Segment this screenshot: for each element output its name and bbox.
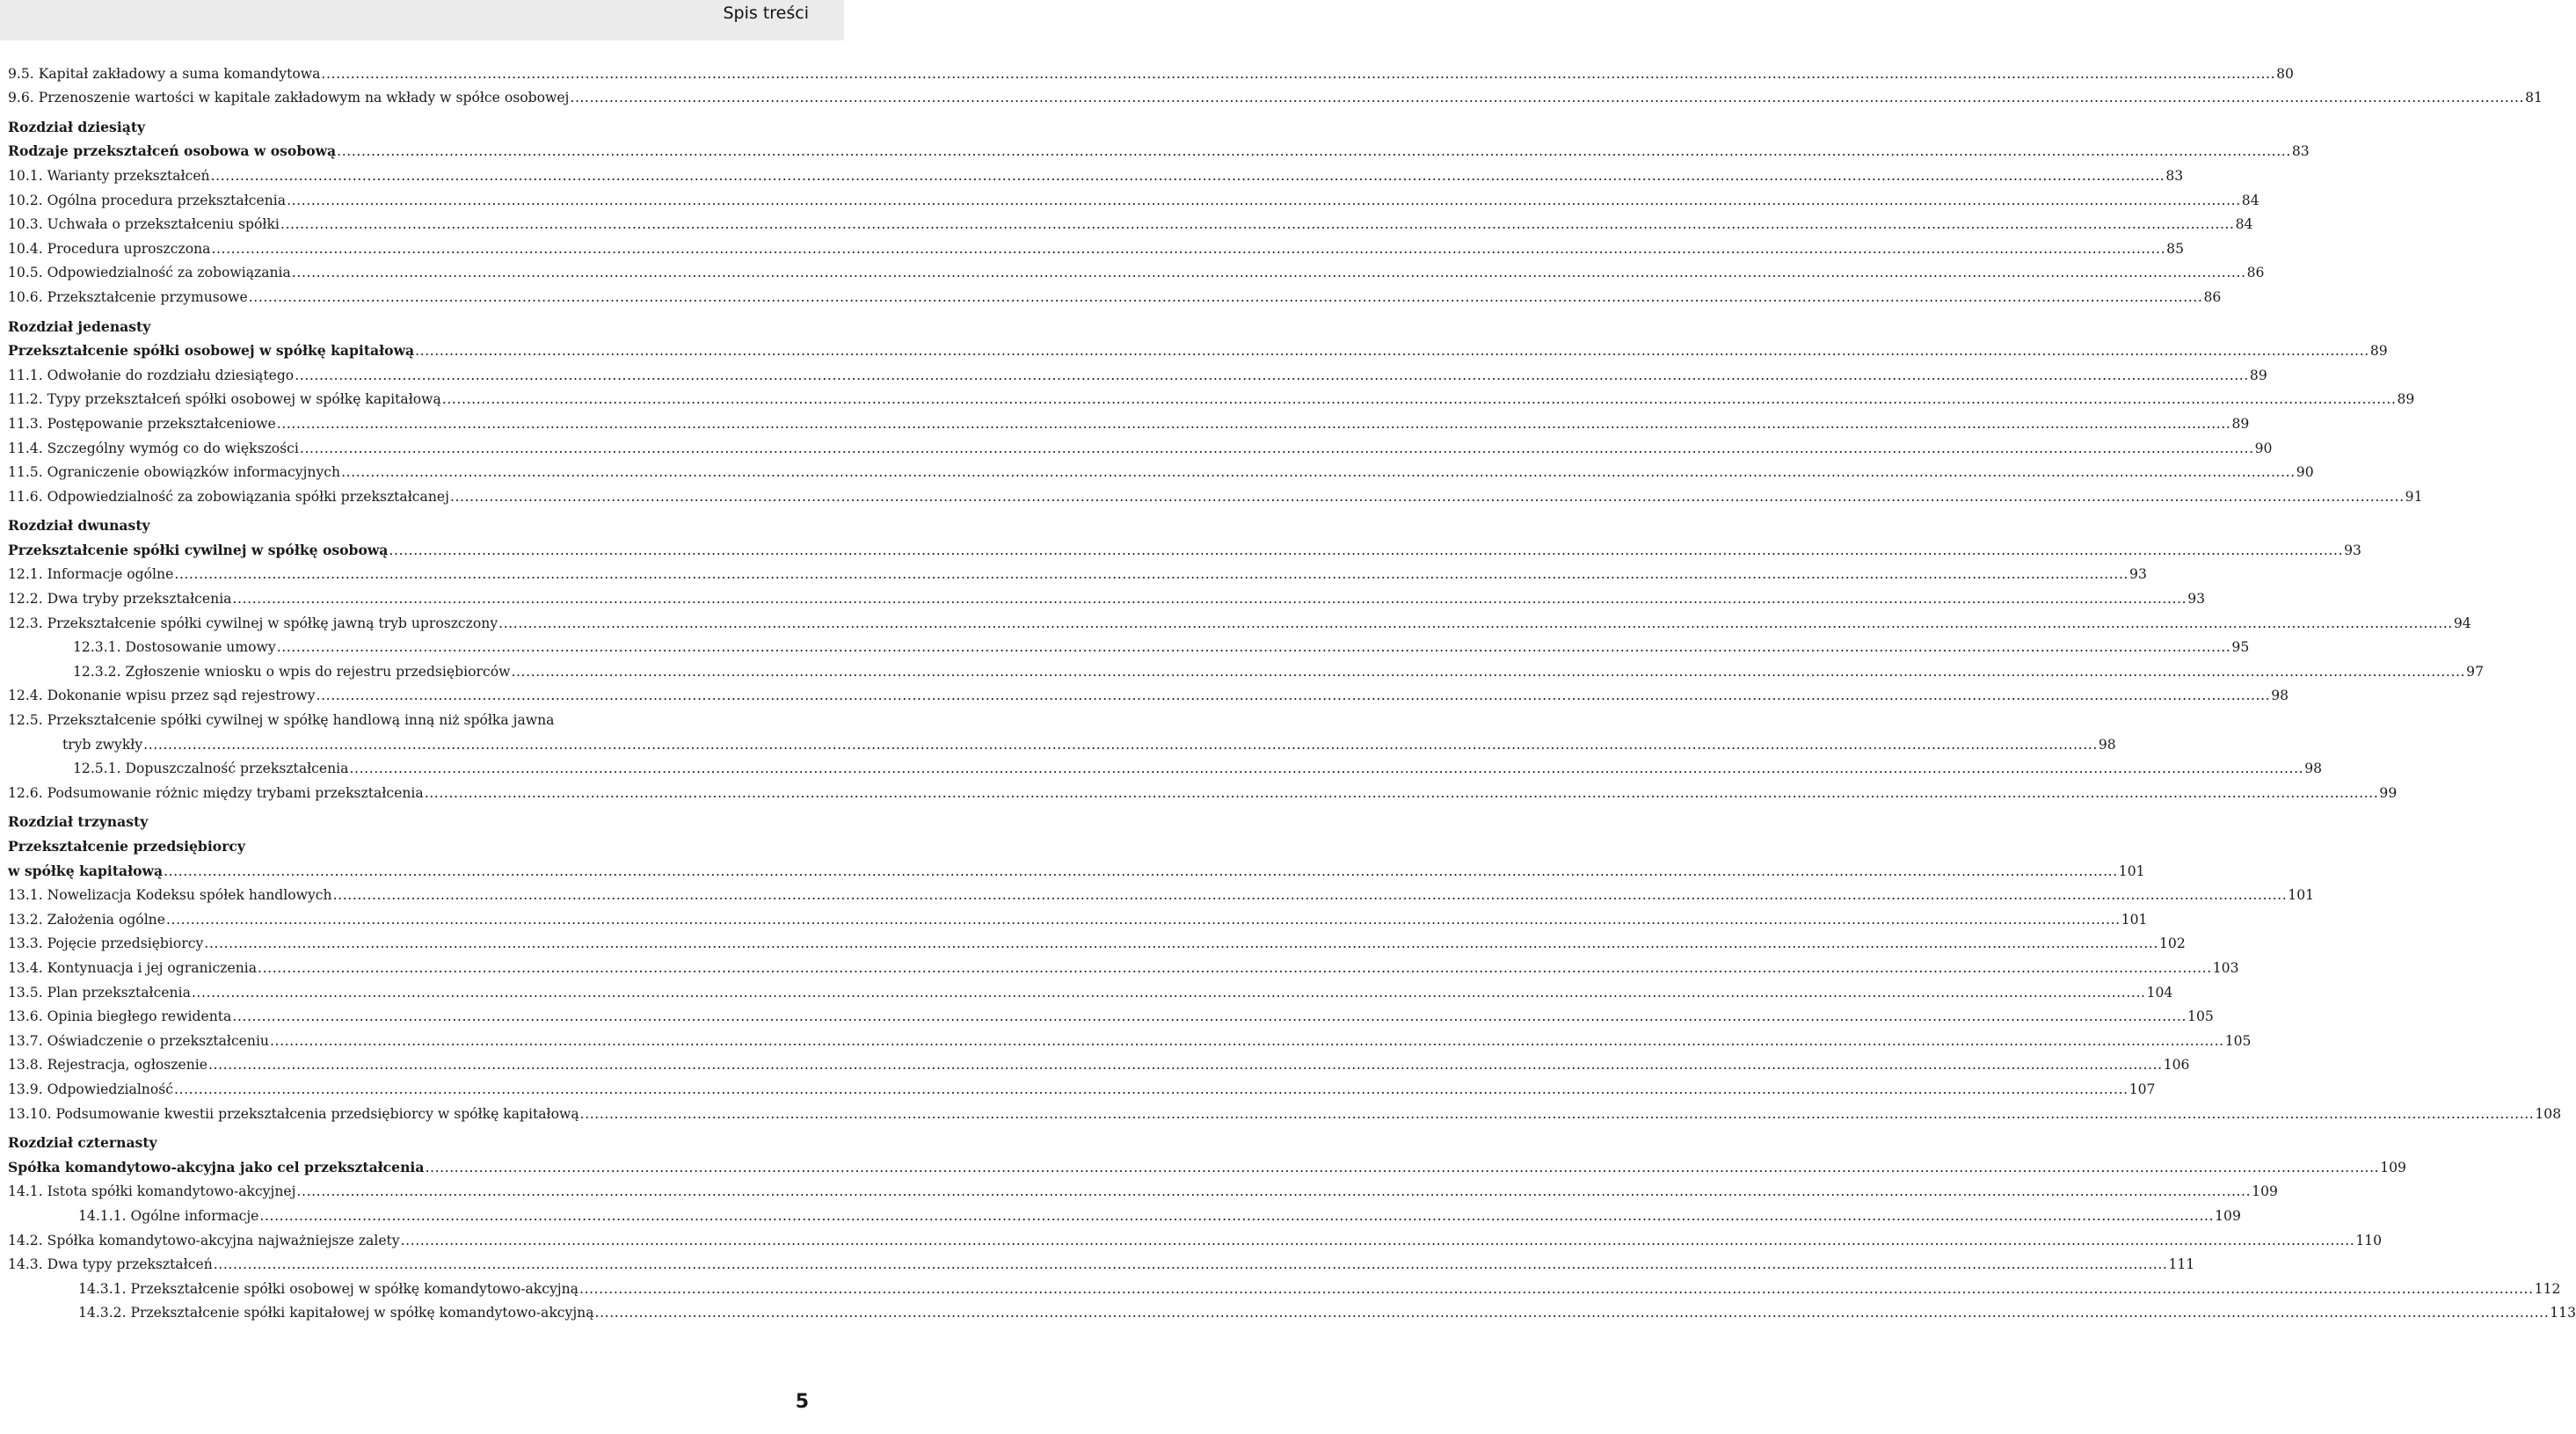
- dot-leader: ................................................................................................................................................................................................................................................................................................................................................................................................................: [210, 167, 2165, 184]
- toc-entry-title: 12.4. Dokonanie wpisu przez sąd rejestrowy: [8, 688, 316, 704]
- toc-page-number: 103: [2212, 959, 2239, 976]
- toc-page-number: 98: [2271, 688, 2289, 704]
- toc-entry[interactable]: [8, 729, 2116, 753]
- dot-leader: ................................................................................................................................................................................................................................................................................................................................................................................................................: [248, 288, 2203, 305]
- toc-entry-title: 10.5. Odpowiedzialność za zobowiązania: [8, 265, 291, 281]
- dot-leader: ................................................................................................................................................................................................................................................................................................................................................................................................................: [211, 240, 2166, 257]
- toc-entry-title: 13.7. Oświadczenie o przekształceniu: [8, 1032, 269, 1049]
- toc-page-number: 102: [2159, 935, 2186, 952]
- toc-entry[interactable]: [8, 1200, 2241, 1225]
- toc-entry-title: 14.2. Spółka komandytowo-akcyjna najważniejsze zalety: [8, 1232, 400, 1248]
- header-title: Spis treści: [723, 4, 809, 23]
- chapter-title-entry[interactable]: [8, 1152, 2406, 1176]
- toc-page-number: 90: [2254, 440, 2273, 456]
- toc-entry-title: 13.8. Rejestracja, ogłoszenie: [8, 1057, 207, 1074]
- toc-entry-title: 11.6. Odpowiedzialność za zobowiązania spółki przekształcanej: [8, 488, 449, 505]
- toc-entry-title: 11.2. Typy przekształceń spółki osobowej w spółkę kapitałową: [8, 391, 441, 408]
- toc-entry[interactable]: [8, 632, 2250, 657]
- toc-entry-title: 9.5. Kapitał zakładowy a suma komandytowa: [8, 65, 321, 82]
- toc-entry[interactable]: [8, 408, 2250, 433]
- dot-leader: ................................................................................................................................................................................................................................................................................................................................................................................................................: [349, 761, 2304, 777]
- toc-entry[interactable]: [8, 233, 2184, 258]
- dot-leader: ................................................................................................................................................................................................................................................................................................................................................................................................................: [441, 391, 2397, 408]
- chapter-heading: Rozdział czternasty: [8, 1134, 157, 1152]
- chapter-heading: Rozdział dziesiąty: [8, 118, 146, 135]
- toc-entry-title: 14.3.1. Przekształcenie spółki osobowej w spółkę komandytowo-akcyjną: [78, 1280, 579, 1297]
- toc-page-number: 101: [2118, 863, 2145, 879]
- dot-leader: ................................................................................................................................................................................................................................................................................................................................................................................................................: [191, 984, 2146, 1001]
- dot-leader: ................................................................................................................................................................................................................................................................................................................................................................................................................: [299, 440, 2254, 456]
- toc-entry[interactable]: [8, 1249, 2195, 1274]
- toc-page-number: 108: [2535, 1105, 2562, 1122]
- toc-entry[interactable]: [8, 281, 2222, 306]
- table-of-contents: [8, 58, 2576, 1321]
- toc-entry-title: Rodzaje przekształceń osobowa w osobową: [8, 142, 337, 160]
- dot-leader: ................................................................................................................................................................................................................................................................................................................................................................................................................: [280, 216, 2235, 233]
- toc-entry-title: 13.5. Plan przekształcenia: [8, 984, 191, 1001]
- dot-leader: ................................................................................................................................................................................................................................................................................................................................................................................................................: [174, 566, 2129, 583]
- dot-leader: ................................................................................................................................................................................................................................................................................................................................................................................................................: [208, 1057, 2163, 1074]
- toc-entry[interactable]: [8, 58, 2294, 83]
- toc-page-number: 89: [2231, 415, 2250, 432]
- dot-leader: ................................................................................................................................................................................................................................................................................................................................................................................................................: [321, 65, 2276, 82]
- toc-page-number: 111: [2168, 1256, 2195, 1273]
- toc-entry[interactable]: [8, 433, 2273, 457]
- toc-entry[interactable]: [8, 777, 2398, 802]
- dot-leader: ................................................................................................................................................................................................................................................................................................................................................................................................................: [232, 591, 2187, 608]
- toc-page-number: 109: [2215, 1207, 2241, 1224]
- toc-page-number: 85: [2166, 240, 2184, 257]
- toc-entry[interactable]: [8, 209, 2253, 234]
- toc-entry-title: 13.1. Nowelizacja Kodeksu spółek handlowych: [8, 887, 332, 904]
- toc-entry-title: 12.5.1. Dopuszczalność przekształcenia: [73, 761, 349, 777]
- toc-entry-title: 12.2. Dwa tryby przekształcenia: [8, 591, 232, 608]
- toc-entry-title: 11.5. Ograniczenie obowiązków informacyjnych: [8, 464, 341, 481]
- toc-page-number: 105: [2224, 1032, 2252, 1049]
- dot-leader: ................................................................................................................................................................................................................................................................................................................................................................................................................: [287, 192, 2241, 208]
- toc-entry[interactable]: [8, 1098, 2562, 1123]
- dot-leader: ................................................................................................................................................................................................................................................................................................................................................................................................................: [424, 784, 2379, 801]
- toc-entry[interactable]: [8, 83, 2543, 107]
- toc-entry[interactable]: [8, 928, 2186, 953]
- toc-entry-title: 13.4. Kontynuacja i jej ograniczenia: [8, 959, 258, 976]
- toc-entry-title: 12.5. Przekształcenie spółki cywilnej w spółkę handlową inną niż spółka jawna: [8, 712, 555, 729]
- toc-entry[interactable]: [8, 952, 2239, 977]
- toc-entry[interactable]: [8, 904, 2148, 928]
- toc-entry[interactable]: [8, 1298, 2576, 1322]
- toc-page-number: 95: [2231, 639, 2250, 656]
- toc-entry[interactable]: [8, 185, 2259, 209]
- toc-page-number: 98: [2304, 761, 2323, 777]
- toc-page-number: 97: [2466, 663, 2484, 680]
- toc-entry[interactable]: [8, 360, 2267, 384]
- toc-entry[interactable]: [8, 1273, 2561, 1298]
- chapter-heading: Rozdział trzynasty: [8, 813, 149, 831]
- toc-entry-title: 13.3. Pojęcie przedsiębiorcy: [8, 935, 204, 952]
- toc-entry-title: 14.1. Istota spółki komandytowo-akcyjnej: [8, 1183, 296, 1200]
- dot-leader: ................................................................................................................................................................................................................................................................................................................................................................................................................: [337, 143, 2291, 160]
- dot-leader: ................................................................................................................................................................................................................................................................................................................................................................................................................: [579, 1280, 2534, 1297]
- toc-entry[interactable]: [8, 608, 2471, 632]
- toc-entry-title: 11.4. Szczególny wymóg co do większości: [8, 440, 299, 456]
- toc-entry[interactable]: [8, 1025, 2252, 1050]
- chapter-title-entry[interactable]: [8, 535, 2361, 559]
- toc-entry[interactable]: [8, 559, 2147, 584]
- toc-entry-title: 10.1. Warianty przekształceń: [8, 167, 210, 184]
- page-header: [0, 0, 844, 40]
- toc-entry-title: 13.9. Odpowiedzialność: [8, 1081, 173, 1097]
- toc-entry[interactable]: [8, 753, 2323, 778]
- toc-entry-title: w spółkę kapitałową: [8, 862, 164, 879]
- toc-page-number: 89: [2397, 391, 2415, 408]
- dot-leader: ................................................................................................................................................................................................................................................................................................................................................................................................................: [400, 1232, 2355, 1248]
- toc-entry-title: 9.6. Przenoszenie wartości w kapitale zakładowym na wkłady w spółce osobowej: [8, 90, 570, 106]
- toc-entry[interactable]: [8, 1001, 2214, 1026]
- dot-leader: ................................................................................................................................................................................................................................................................................................................................................................................................................: [232, 1008, 2187, 1025]
- dot-leader: ................................................................................................................................................................................................................................................................................................................................................................................................................: [511, 663, 2466, 680]
- toc-page-number: 109: [2252, 1183, 2278, 1200]
- toc-page-number: 99: [2379, 784, 2398, 801]
- toc-page-number: 86: [2246, 265, 2265, 281]
- dot-leader: ................................................................................................................................................................................................................................................................................................................................................................................................................: [258, 959, 2212, 976]
- toc-page-number: 113: [2550, 1305, 2576, 1321]
- toc-page-number: 101: [2121, 911, 2148, 928]
- dot-leader: ................................................................................................................................................................................................................................................................................................................................................................................................................: [164, 863, 2118, 879]
- toc-page-number: 81: [2525, 90, 2543, 106]
- toc-entry[interactable]: [8, 1176, 2278, 1201]
- toc-entry[interactable]: [8, 977, 2173, 1001]
- toc-entry-title: 11.1. Odwołanie do rozdziału dziesiątego: [8, 367, 295, 383]
- toc-entry-title: 14.1.1. Ogólne informacje: [78, 1207, 259, 1224]
- toc-entry[interactable]: [8, 457, 2314, 482]
- toc-page-number: 106: [2163, 1057, 2190, 1074]
- dot-leader: ................................................................................................................................................................................................................................................................................................................................................................................................................: [295, 367, 2249, 383]
- toc-page-number: 98: [2098, 736, 2116, 753]
- toc-page-number: 93: [2344, 542, 2361, 558]
- dot-leader: ................................................................................................................................................................................................................................................................................................................................................................................................................: [259, 1207, 2215, 1224]
- toc-entry[interactable]: [8, 481, 2423, 506]
- toc-entry-title: 12.3.2. Zgłoszenie wniosku o wpis do rejestru przedsiębiorców: [73, 663, 511, 680]
- toc-page-number: 93: [2129, 566, 2147, 583]
- toc-page-number: 101: [2288, 887, 2315, 904]
- toc-entry-title: 11.3. Postępowanie przekształceniowe: [8, 415, 276, 432]
- dot-leader: ................................................................................................................................................................................................................................................................................................................................................................................................................: [425, 1159, 2380, 1176]
- toc-entry-title: 13.2. Założenia ogólne: [8, 911, 165, 928]
- toc-page-number: 105: [2187, 1008, 2214, 1025]
- toc-entry-title: 10.3. Uchwała o przekształceniu spółki: [8, 216, 280, 233]
- toc-entry-title: 12.1. Informacje ogólne: [8, 566, 174, 583]
- toc-entry-title: Przekształcenie spółki cywilnej w spółkę osobową: [8, 541, 389, 558]
- chapter-title-entry[interactable]: [8, 136, 2310, 161]
- toc-entry-title: 12.6. Podsumowanie różnic między trybami przekształcenia: [8, 784, 424, 801]
- toc-entry[interactable]: [8, 258, 2265, 282]
- toc-entry[interactable]: [8, 1074, 2156, 1098]
- toc-page-number: 89: [2369, 343, 2388, 360]
- dot-leader: ................................................................................................................................................................................................................................................................................................................................................................................................................: [594, 1305, 2550, 1321]
- dot-leader: ................................................................................................................................................................................................................................................................................................................................................................................................................: [213, 1256, 2168, 1273]
- toc-entry[interactable]: [8, 1050, 2190, 1074]
- dot-leader: ................................................................................................................................................................................................................................................................................................................................................................................................................: [332, 887, 2288, 904]
- toc-page-number: 93: [2187, 591, 2206, 608]
- toc-page-number: 84: [2235, 216, 2253, 233]
- toc-entry-title: 14.3. Dwa typy przekształceń: [8, 1256, 213, 1273]
- toc-entry[interactable]: [8, 384, 2415, 409]
- toc-page-number: 104: [2146, 984, 2173, 1001]
- toc-page-number: 110: [2355, 1232, 2383, 1248]
- dot-leader: ................................................................................................................................................................................................................................................................................................................................................................................................................: [498, 615, 2453, 631]
- toc-entry-title: 14.3.2. Przekształcenie spółki kapitałowej w spółkę komandytowo-akcyjną: [78, 1305, 594, 1321]
- chapter-heading: Rozdział dwunasty: [8, 517, 150, 535]
- dot-leader: ................................................................................................................................................................................................................................................................................................................................................................................................................: [143, 736, 2098, 753]
- dot-leader: ................................................................................................................................................................................................................................................................................................................................................................................................................: [570, 90, 2525, 106]
- chapter-title-entry[interactable]: [8, 855, 2145, 880]
- page-number: 5: [795, 1391, 809, 1413]
- toc-entry-title: 10.4. Procedura uproszczona: [8, 240, 211, 257]
- toc-entry-title: 13.6. Opinia biegłego rewidenta: [8, 1008, 232, 1025]
- toc-page-number: 86: [2203, 288, 2222, 305]
- toc-entry-title: tryb zwykły: [62, 736, 143, 753]
- toc-page-number: 83: [2165, 167, 2184, 184]
- toc-entry-title: 13.10. Podsumowanie kwestii przekształcenia przedsiębiorcy w spółkę kapitałową: [8, 1105, 579, 1122]
- dot-leader: ................................................................................................................................................................................................................................................................................................................................................................................................................: [291, 265, 2246, 281]
- chapter-title-entry[interactable]: [8, 336, 2388, 360]
- dot-leader: ................................................................................................................................................................................................................................................................................................................................................................................................................: [296, 1183, 2252, 1200]
- toc-page-number: 94: [2453, 615, 2471, 631]
- toc-entry[interactable]: [8, 681, 2289, 705]
- toc-entry-title: 10.2. Ogólna procedura przekształcenia: [8, 192, 287, 208]
- dot-leader: ................................................................................................................................................................................................................................................................................................................................................................................................................: [579, 1105, 2535, 1122]
- toc-entry[interactable]: [8, 160, 2184, 185]
- toc-entry[interactable]: [8, 1225, 2383, 1249]
- toc-page-number: 83: [2291, 143, 2310, 160]
- toc-page-number: 109: [2380, 1159, 2406, 1176]
- toc-page-number: 90: [2296, 464, 2314, 481]
- toc-entry-title: Spółka komandytowo-akcyjna jako cel przekształcenia: [8, 1158, 425, 1176]
- dot-leader: ................................................................................................................................................................................................................................................................................................................................................................................................................: [449, 488, 2405, 505]
- toc-page-number: 112: [2534, 1280, 2561, 1297]
- toc-page-number: 84: [2241, 192, 2259, 208]
- dot-leader: ................................................................................................................................................................................................................................................................................................................................................................................................................: [173, 1081, 2128, 1097]
- dot-leader: ................................................................................................................................................................................................................................................................................................................................................................................................................: [415, 343, 2369, 360]
- dot-leader: ................................................................................................................................................................................................................................................................................................................................................................................................................: [204, 935, 2159, 952]
- chapter-title: Przekształcenie przedsiębiorcy: [8, 838, 245, 855]
- chapter-heading: Rozdział jedenasty: [8, 317, 151, 335]
- toc-page-number: 107: [2128, 1081, 2156, 1097]
- dot-leader: ................................................................................................................................................................................................................................................................................................................................................................................................................: [316, 688, 2271, 704]
- toc-entry[interactable]: [8, 656, 2484, 681]
- dot-leader: ................................................................................................................................................................................................................................................................................................................................................................................................................: [269, 1032, 2224, 1049]
- toc-entry-title: 12.3. Przekształcenie spółki cywilnej w spółkę jawną tryb uproszczony: [8, 615, 498, 631]
- dot-leader: ................................................................................................................................................................................................................................................................................................................................................................................................................: [276, 415, 2231, 432]
- dot-leader: ................................................................................................................................................................................................................................................................................................................................................................................................................: [389, 542, 2344, 558]
- toc-entry[interactable]: [8, 880, 2315, 905]
- toc-page-number: 91: [2405, 488, 2423, 505]
- toc-entry[interactable]: [8, 583, 2206, 608]
- toc-entry-title: Przekształcenie spółki osobowej w spółkę kapitałową: [8, 342, 415, 360]
- toc-entry-title: 10.6. Przekształcenie przymusowe: [8, 288, 248, 305]
- dot-leader: ................................................................................................................................................................................................................................................................................................................................................................................................................: [341, 464, 2296, 481]
- toc-page-number: 89: [2249, 367, 2267, 383]
- dot-leader: ................................................................................................................................................................................................................................................................................................................................................................................................................: [165, 911, 2121, 928]
- dot-leader: ................................................................................................................................................................................................................................................................................................................................................................................................................: [276, 639, 2231, 656]
- toc-page-number: 80: [2276, 65, 2294, 82]
- toc-entry-title: 12.3.1. Dostosowanie umowy: [73, 639, 276, 656]
